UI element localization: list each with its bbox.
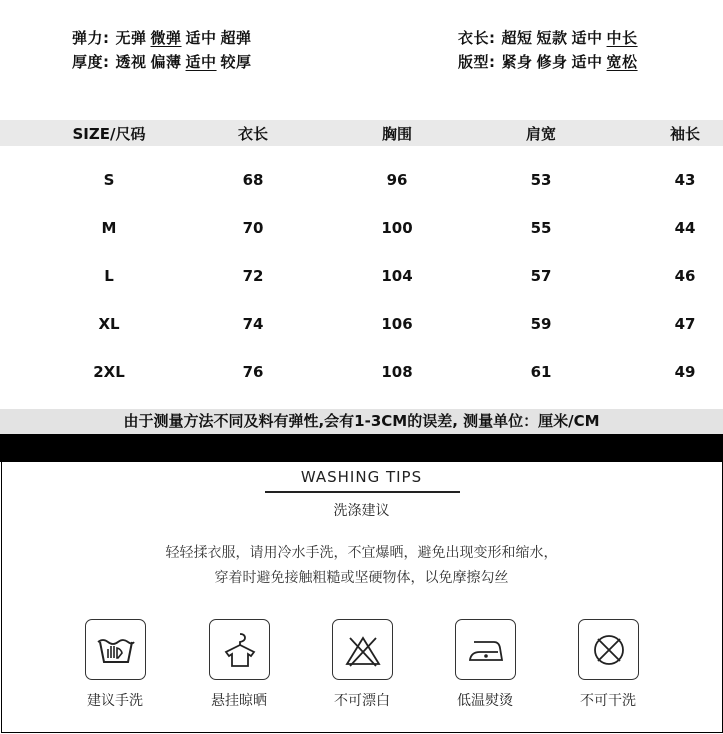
attr-option: 适中 — [571, 53, 603, 71]
table-header-cell: 袖长 — [669, 125, 700, 143]
attr-option: 修身 — [536, 53, 568, 71]
table-value-cell: 100 — [381, 219, 413, 237]
table-value-cell: 106 — [381, 315, 413, 333]
low-iron-icon — [464, 628, 508, 672]
attr-key: 弹力: — [72, 29, 110, 47]
table-value-cell: 76 — [242, 363, 264, 381]
attr-option-selected: 中长 — [606, 29, 638, 47]
no-bleach-icon — [341, 628, 385, 672]
attr-option: 较厚 — [220, 53, 252, 71]
attr-option: 偏薄 — [150, 53, 182, 71]
attr-option: 透视 — [115, 53, 147, 71]
attr-key: 衣长: — [458, 29, 496, 47]
measurement-note: 由于测量方法不同及料有弹性,会有1-3CM的误差, 测量单位：厘米/CM — [0, 409, 723, 434]
care-box-hand-wash — [85, 619, 146, 680]
table-value-cell: 43 — [674, 171, 696, 189]
care-label-low-iron: 低温熨烫 — [457, 693, 513, 709]
table-value-cell: 59 — [530, 315, 552, 333]
care-label-no-dry-clean: 不可干洗 — [580, 693, 636, 709]
attr-row-right-0 — [458, 27, 642, 48]
table-value-cell: 44 — [674, 219, 696, 237]
table-value-cell: 74 — [242, 315, 264, 333]
care-label-hand-wash: 建议手洗 — [87, 693, 143, 709]
table-header-cell: 胸围 — [381, 125, 412, 143]
care-label-no-bleach: 不可漂白 — [334, 693, 390, 709]
attr-row-right-1 — [458, 51, 642, 72]
attributes-panel — [0, 27, 723, 87]
table-size-cell: XL — [98, 315, 120, 333]
attr-key: 版型: — [458, 53, 496, 71]
table-size-cell: 2XL — [93, 363, 125, 381]
table-value-cell: 46 — [674, 267, 696, 285]
table-header-cell: SIZE/尺码 — [72, 125, 146, 143]
attr-row-left-1 — [72, 51, 256, 72]
attr-option-selected: 适中 — [185, 53, 217, 71]
table-value-cell: 61 — [530, 363, 552, 381]
care-box-hang-dry — [209, 619, 270, 680]
table-value-cell: 55 — [530, 219, 552, 237]
table-value-cell: 68 — [242, 171, 264, 189]
attr-option: 超弹 — [220, 29, 252, 47]
hang-dry-icon — [218, 628, 262, 672]
table-value-cell: 72 — [242, 267, 264, 285]
table-value-cell: 104 — [381, 267, 413, 285]
attr-key: 厚度: — [72, 53, 110, 71]
table-value-cell: 57 — [530, 267, 552, 285]
attr-option: 短款 — [536, 29, 568, 47]
washing-subtitle: 洗涤建议 — [333, 503, 390, 519]
table-value-cell: 96 — [386, 171, 408, 189]
divider-band — [0, 434, 723, 462]
attr-option: 无弹 — [115, 29, 147, 47]
table-value-cell: 108 — [381, 363, 413, 381]
attr-option-selected: 微弹 — [150, 29, 182, 47]
table-value-cell: 53 — [530, 171, 552, 189]
attr-option-selected: 宽松 — [606, 53, 638, 71]
care-box-no-dry-clean — [578, 619, 639, 680]
table-value-cell: 49 — [674, 363, 696, 381]
no-dry-clean-icon — [587, 628, 631, 672]
title-underline — [265, 491, 460, 493]
attr-option: 适中 — [571, 29, 603, 47]
table-header-cell: 衣长 — [237, 125, 268, 143]
table-value-cell: 70 — [242, 219, 264, 237]
table-value-cell: 47 — [674, 315, 696, 333]
advice-line-2: 穿着时避免接触粗糙或坚硬物体，以免摩擦勾丝 — [214, 570, 509, 586]
attr-option: 紧身 — [501, 53, 533, 71]
table-header-cell: 肩宽 — [525, 125, 556, 143]
attr-option: 适中 — [185, 29, 217, 47]
table-size-cell: L — [104, 267, 114, 285]
care-box-no-bleach — [332, 619, 393, 680]
table-size-cell: S — [103, 171, 115, 189]
attr-option: 超短 — [501, 29, 533, 47]
care-label-hang-dry: 悬挂晾晒 — [211, 693, 267, 709]
hand-wash-icon — [94, 628, 138, 672]
advice-line-1: 轻轻揉衣服，请用冷水手洗，不宜爆晒，避免出现变形和缩水， — [165, 545, 558, 561]
care-box-low-iron — [455, 619, 516, 680]
table-size-cell: M — [101, 219, 117, 237]
attr-row-left-0 — [72, 27, 256, 48]
washing-title: WASHING TIPS — [300, 468, 423, 486]
